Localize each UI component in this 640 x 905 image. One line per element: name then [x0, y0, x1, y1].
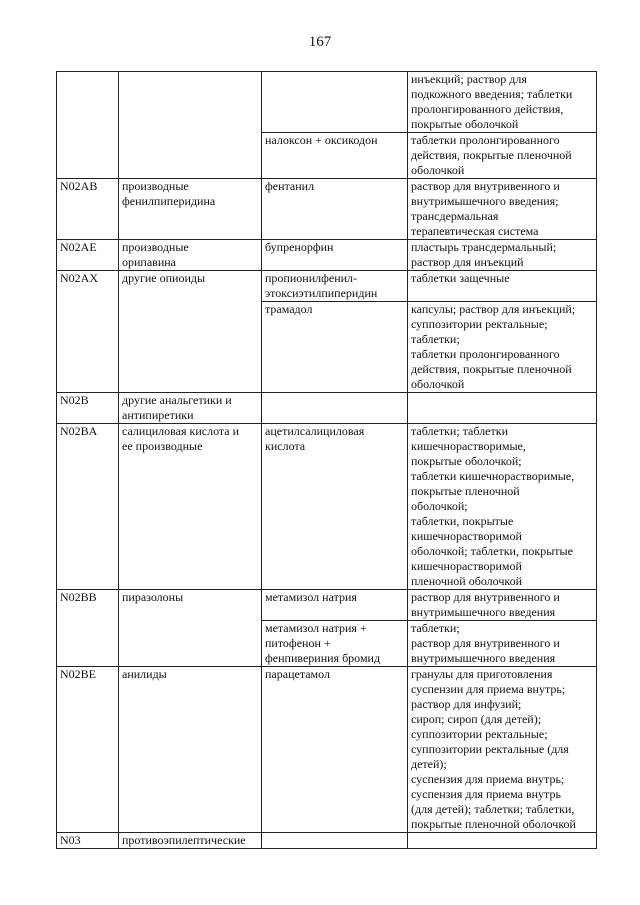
- dosage-forms-cell: пластырь трансдермальный; раствор для инъекций: [408, 240, 597, 271]
- drug-name-cell: метамизол натрия: [262, 590, 408, 621]
- table-row: [57, 271, 597, 302]
- table-row: [57, 179, 597, 240]
- group-name-cell: салициловая кислота и ее производные: [119, 424, 262, 590]
- drug-name-cell: [262, 833, 408, 849]
- dosage-forms-cell: таблетки пролонгированного действия, покрытые пленочной оболочкой: [408, 133, 597, 179]
- drug-name-cell: бупренорфин: [262, 240, 408, 271]
- dosage-forms-cell: таблетки; таблетки кишечнорастворимые, покрытые оболочкой; таблетки кишечнорастворимые, покрытые пленочной оболочкой; таблетки, покрытые кишечнорастворимой оболочкой; таблетки, покрытые кишечнорастворимой пленочной оболочкой: [408, 424, 597, 590]
- atc-code-cell: N02AE: [57, 240, 119, 271]
- group-name-cell: [119, 72, 262, 179]
- table-row: [57, 72, 597, 133]
- table-row: [57, 590, 597, 621]
- drug-name-cell: метамизол натрия + питофенон + фенпивериния бромид: [262, 621, 408, 667]
- table-row: [57, 240, 597, 271]
- dosage-forms-cell: гранулы для приготовления суспензии для приема внутрь; раствор для инфузий; сироп; сироп (для детей); суппозитории ректальные; суппозитории ректальные (для детей); суспензия для приема внутрь; суспензия для приема внутрь (для детей); таблетки; таблетки, покрытые пленочной оболочкой: [408, 667, 597, 833]
- drug-name-cell: пропионилфенил- этоксиэтилпиперидин: [262, 271, 408, 302]
- dosage-forms-cell: капсулы; раствор для инъекций; суппозитории ректальные; таблетки; таблетки пролонгированного действия, покрытые пленочной оболочкой: [408, 302, 597, 393]
- atc-code-cell: N02BA: [57, 424, 119, 590]
- dosage-forms-cell: [408, 833, 597, 849]
- group-name-cell: производные фенилпиперидина: [119, 179, 262, 240]
- group-name-cell: другие опиоиды: [119, 271, 262, 393]
- dosage-forms-cell: таблетки; раствор для внутривенного и внутримышечного введения: [408, 621, 597, 667]
- dosage-forms-cell: раствор для внутривенного и внутримышечного введения: [408, 590, 597, 621]
- medication-table: [56, 71, 597, 849]
- drug-name-cell: ацетилсалициловая кислота: [262, 424, 408, 590]
- dosage-forms-cell: раствор для внутривенного и внутримышечного введения; трансдермальная терапевтическая система: [408, 179, 597, 240]
- atc-code-cell: N02AB: [57, 179, 119, 240]
- drug-name-cell: [262, 393, 408, 424]
- table-row: [57, 833, 597, 849]
- drug-name-cell: налоксон + оксикодон: [262, 133, 408, 179]
- table-row: [57, 667, 597, 833]
- atc-code-cell: [57, 72, 119, 179]
- page-number: 167: [308, 34, 332, 50]
- atc-code-cell: N02BB: [57, 590, 119, 667]
- dosage-forms-cell: инъекций; раствор для подкожного введения; таблетки пролонгированного действия, покрытые оболочкой: [408, 72, 597, 133]
- group-name-cell: другие анальгетики и антипиретики: [119, 393, 262, 424]
- dosage-forms-cell: [408, 393, 597, 424]
- group-name-cell: анилиды: [119, 667, 262, 833]
- group-name-cell: пиразолоны: [119, 590, 262, 667]
- dosage-forms-cell: таблетки защечные: [408, 271, 597, 302]
- atc-code-cell: N03: [57, 833, 119, 849]
- atc-code-cell: N02AX: [57, 271, 119, 393]
- table-row: [57, 393, 597, 424]
- drug-name-cell: парацетамол: [262, 667, 408, 833]
- atc-code-cell: N02B: [57, 393, 119, 424]
- atc-code-cell: N02BE: [57, 667, 119, 833]
- table-row: [57, 424, 597, 590]
- group-name-cell: противоэпилептические: [119, 833, 262, 849]
- drug-name-cell: фентанил: [262, 179, 408, 240]
- drug-name-cell: [262, 72, 408, 133]
- drug-name-cell: трамадол: [262, 302, 408, 393]
- group-name-cell: производные орипавина: [119, 240, 262, 271]
